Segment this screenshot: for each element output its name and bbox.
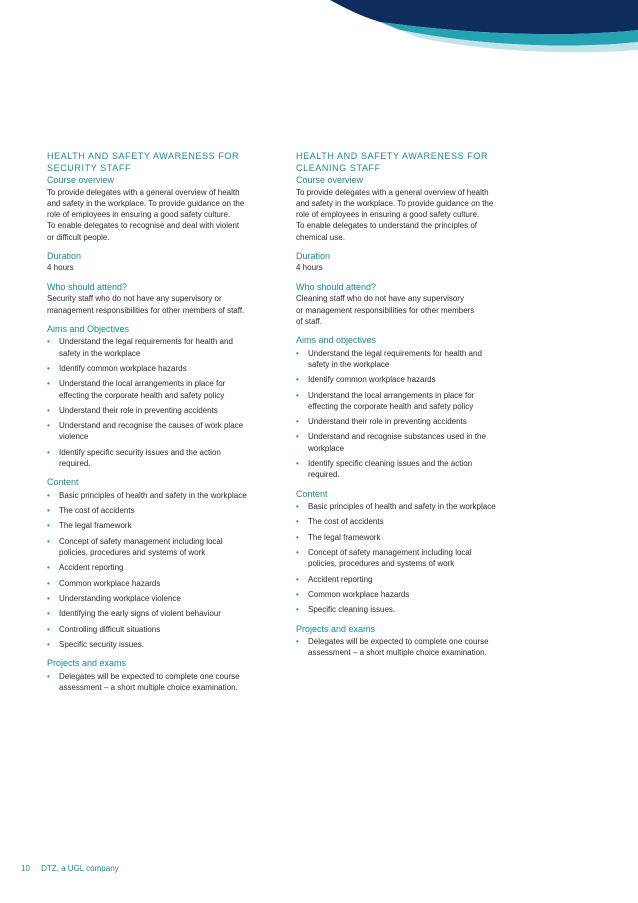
duration-text: 4 hours — [47, 263, 74, 273]
bullet-text: Understand their role in preventing accidents — [308, 417, 467, 427]
bullet-icon: • — [296, 348, 299, 358]
bullet-icon: • — [296, 417, 299, 427]
bullet-icon: • — [47, 609, 50, 619]
content-heading: Content — [296, 488, 328, 499]
bullet-text: Specific cleaning issues. — [308, 605, 396, 615]
bullet-item — [47, 336, 285, 359]
bullet-text: Concept of safety management including local policies, procedures and systems of work — [59, 536, 223, 558]
bullet-item — [47, 593, 285, 604]
attend-heading: Who should attend? — [47, 281, 128, 292]
bullet-icon: • — [47, 563, 50, 573]
bullet-item — [296, 416, 534, 427]
projects-list — [296, 636, 534, 659]
course-overview-text: To provide delegates with a general overview of health and safety in the workplace. To provide guidance on the role of employees in ensuring a good safety culture. To enable delegates to understand the principles of chemical use. — [296, 187, 494, 242]
bullet-text: Basic principles of health and safety in the workplace — [59, 490, 247, 500]
duration-heading: Duration — [47, 250, 82, 261]
bullet-item — [47, 405, 285, 416]
bullet-item — [47, 505, 285, 516]
attend-text: Security staff who do not have any supervisory or management responsibilities for other members of staff. — [47, 294, 245, 315]
bullet-item — [47, 420, 285, 443]
bullet-icon: • — [296, 637, 299, 647]
bullet-text: Identify specific security issues and the action required. — [59, 447, 221, 469]
bullet-item — [296, 604, 534, 615]
page-number: 10 — [21, 864, 30, 873]
bullet-item — [296, 374, 534, 385]
bullet-icon: • — [296, 517, 299, 527]
bullet-icon: • — [296, 390, 299, 400]
attend-heading: Who should attend? — [296, 281, 377, 292]
bullet-item — [47, 378, 285, 401]
bullet-icon: • — [47, 639, 50, 649]
bullet-item — [47, 608, 285, 619]
bullet-icon: • — [296, 589, 299, 599]
bullet-item — [47, 639, 285, 650]
course-overview-heading: Course overview — [296, 175, 364, 185]
bullet-item — [47, 447, 285, 470]
bullet-text: The legal framework — [59, 521, 132, 531]
bullet-item — [47, 363, 285, 374]
bullet-text: Understand the legal requirements for health and safety in the workplace — [308, 348, 482, 369]
bullet-text: The cost of accidents — [59, 506, 135, 516]
bullet-text: Understand and recognise substances used in the workplace — [308, 432, 486, 453]
bullet-icon: • — [47, 447, 50, 457]
left-column-security-staff — [47, 150, 285, 701]
projects-list — [47, 671, 285, 694]
bullet-item — [296, 532, 534, 543]
bullet-text: Common workplace hazards — [59, 578, 161, 588]
bullet-item — [47, 671, 285, 694]
bullet-item — [296, 574, 534, 585]
bullet-icon: • — [296, 532, 299, 542]
bullet-icon: • — [47, 379, 50, 389]
bullet-item — [296, 501, 534, 512]
bullet-icon: • — [47, 490, 50, 500]
page-footer — [21, 864, 119, 873]
bullet-icon: • — [296, 375, 299, 385]
bullet-text: Identify common workplace hazards — [308, 375, 436, 385]
bullet-item — [47, 490, 285, 501]
aims-list — [296, 348, 534, 481]
bullet-item — [296, 516, 534, 527]
bullet-text: Identify specific cleaning issues and the action required. — [308, 459, 473, 480]
bullet-icon: • — [47, 536, 50, 546]
bullet-text: The legal framework — [308, 532, 381, 542]
aims-list — [47, 336, 285, 469]
bullet-text: Accident reporting — [59, 563, 124, 573]
header-wave-graphic — [0, 0, 638, 70]
bullet-item — [296, 390, 534, 413]
bullet-text: Delegates will be expected to complete one course assessment – a short multiple choice examination. — [59, 671, 240, 692]
bullet-item — [296, 589, 534, 600]
course-overview-text: To provide delegates with a general overview of health and safety in the workplace. To provide guidance on the role of employees in ensuring a good safety culture. To enable delegates to recognise and deal with violent or difficult people. — [47, 187, 245, 242]
attend-text: Cleaning staff who do not have any supervisory or management responsibilities for other members of staff. — [296, 294, 475, 326]
bullet-item — [296, 636, 534, 659]
bullet-text: Understand and recognise the causes of work place violence — [59, 421, 244, 442]
bullet-icon: • — [47, 506, 50, 516]
bullet-item — [296, 458, 534, 481]
bullet-icon: • — [47, 405, 50, 415]
aims-heading: Aims and Objectives — [47, 323, 130, 334]
footer-company: DTZ, a UGL company — [41, 864, 119, 873]
bullet-text: Understand the local arrangements in place for effecting the corporate health and safety policy — [59, 379, 226, 400]
course-title: HEALTH AND SAFETY AWARENESS FOR SECURITY STAFF — [47, 151, 240, 173]
bullet-item — [47, 624, 285, 635]
bullet-icon: • — [296, 574, 299, 584]
bullet-item — [296, 547, 534, 570]
duration-text: 4 hours — [296, 263, 323, 273]
bullet-icon: • — [296, 502, 299, 512]
bullet-text: Understand the local arrangements in place for effecting the corporate health and safety policy — [308, 390, 475, 411]
bullet-text: Understand the legal requirements for health and safety in the workplace — [59, 337, 233, 358]
bullet-icon: • — [47, 624, 50, 634]
bullet-item — [47, 578, 285, 589]
right-column-cleaning-staff — [296, 150, 534, 667]
bullet-text: Common workplace hazards — [308, 589, 410, 599]
bullet-icon: • — [47, 337, 50, 347]
bullet-icon: • — [47, 421, 50, 431]
bullet-icon: • — [296, 605, 299, 615]
bullet-text: Understanding workplace violence — [59, 593, 181, 603]
bullet-text: The cost of accidents — [308, 517, 384, 527]
bullet-item — [47, 536, 285, 559]
aims-heading: Aims and objectives — [296, 335, 377, 346]
course-title: HEALTH AND SAFETY AWARENESS FOR CLEANING STAFF — [296, 151, 489, 173]
bullet-icon: • — [296, 459, 299, 469]
bullet-icon: • — [47, 671, 50, 681]
content-heading: Content — [47, 477, 79, 488]
bullet-text: Controlling difficult situations — [59, 624, 161, 634]
bullet-icon: • — [47, 593, 50, 603]
content-list — [296, 501, 534, 615]
bullet-item — [296, 348, 534, 371]
bullet-icon: • — [47, 363, 50, 373]
bullet-text: Understand their role in preventing accidents — [59, 405, 218, 415]
bullet-text: Specific security issues. — [59, 639, 144, 649]
bullet-text: Delegates will be expected to complete one course assessment – a short multiple choice examination. — [308, 637, 489, 658]
bullet-item — [47, 562, 285, 573]
bullet-item — [296, 431, 534, 454]
bullet-icon: • — [47, 578, 50, 588]
bullet-icon: • — [296, 432, 299, 442]
bullet-text: Identifying the early signs of violent behaviour — [59, 609, 221, 619]
bullet-text: Basic principles of health and safety in the workplace — [308, 502, 496, 512]
bullet-text: Concept of safety management including local policies, procedures and systems of work — [308, 548, 472, 569]
projects-heading: Projects and exams — [296, 623, 376, 634]
bullet-text: Identify common workplace hazards — [59, 363, 187, 373]
bullet-icon: • — [47, 521, 50, 531]
duration-heading: Duration — [296, 250, 331, 261]
bullet-text: Accident reporting — [308, 574, 373, 584]
bullet-item — [47, 520, 285, 531]
course-overview-heading: Course overview — [47, 175, 115, 185]
projects-heading: Projects and exams — [47, 658, 127, 669]
content-list — [47, 490, 285, 650]
bullet-icon: • — [296, 548, 299, 558]
